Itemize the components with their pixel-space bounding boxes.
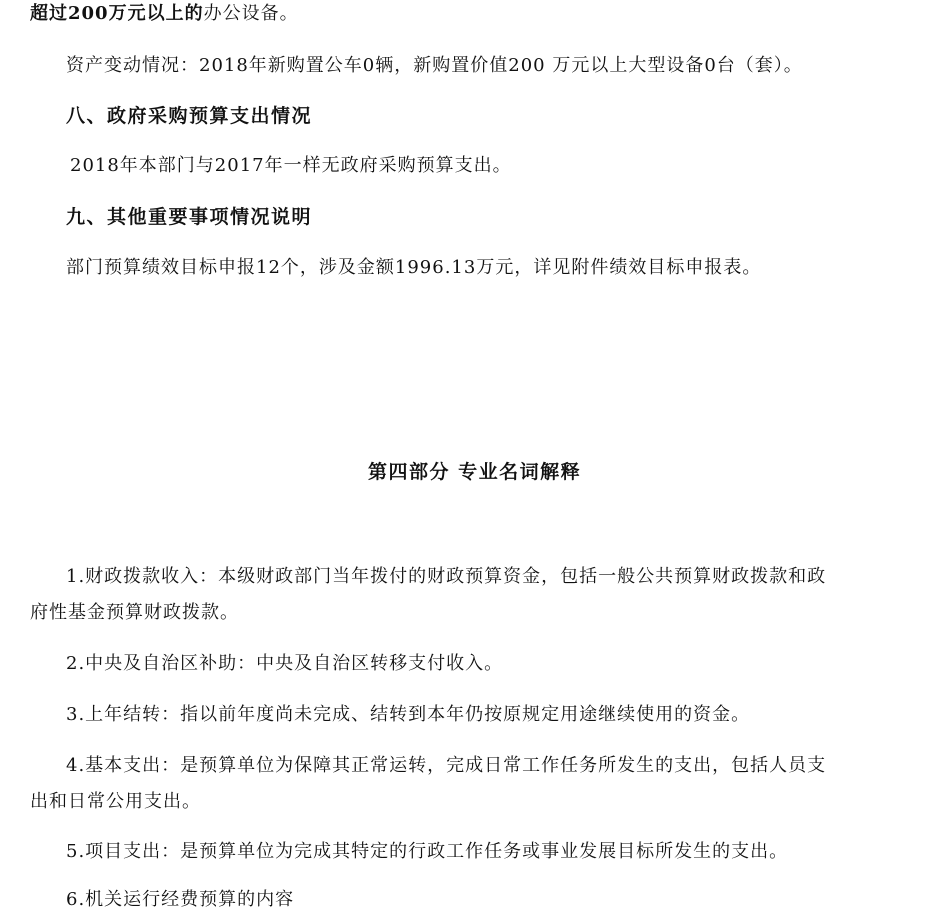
section-8-body: 2018年本部门与2017年一样无政府采购预算支出。 (70, 155, 512, 176)
definition-4-line-2: 出和日常公用支出。 (30, 791, 201, 812)
section-9-heading: 九、其他重要事项情况说明 (66, 206, 313, 228)
definition-3: 3.上年结转：指以前年度尚未完成、结转到本年仍按原规定用途继续使用的资金。 (66, 704, 751, 725)
definition-1-line-1: 1.财政拨款收入：本级财政部门当年拨付的财政预算资金，包括一般公共预算财政拨款和政 (66, 566, 827, 587)
top-line-normal: 办公设备。 (203, 3, 299, 24)
definition-1-line-2: 府性基金预算财政拨款。 (30, 602, 239, 623)
section-8-heading: 八、政府采购预算支出情况 (66, 105, 313, 127)
part-4-title: 第四部分 专业名词解释 (368, 461, 582, 483)
definition-2: 2.中央及自治区补助：中央及自治区转移支付收入。 (66, 653, 504, 674)
definition-4-line-1: 4.基本支出：是预算单位为保障其正常运转，完成日常工作任务所发生的支出，包括人员支 (66, 755, 827, 776)
definition-6: 6.机关运行经费预算的内容 (66, 889, 295, 910)
top-line-bold: 超过200万元以上的 (30, 3, 204, 24)
section-9-body: 部门预算绩效目标申报12个，涉及金额1996.13万元，详见附件绩效目标申报表。 (66, 257, 762, 278)
definition-5: 5.项目支出：是预算单位为完成其特定的行政工作任务或事业发展目标所发生的支出。 (66, 841, 789, 862)
asset-change-paragraph: 资产变动情况：2018年新购置公车0辆，新购置价值200 万元以上大型设备0台（套）。 (66, 55, 803, 76)
top-line (30, 2, 299, 26)
